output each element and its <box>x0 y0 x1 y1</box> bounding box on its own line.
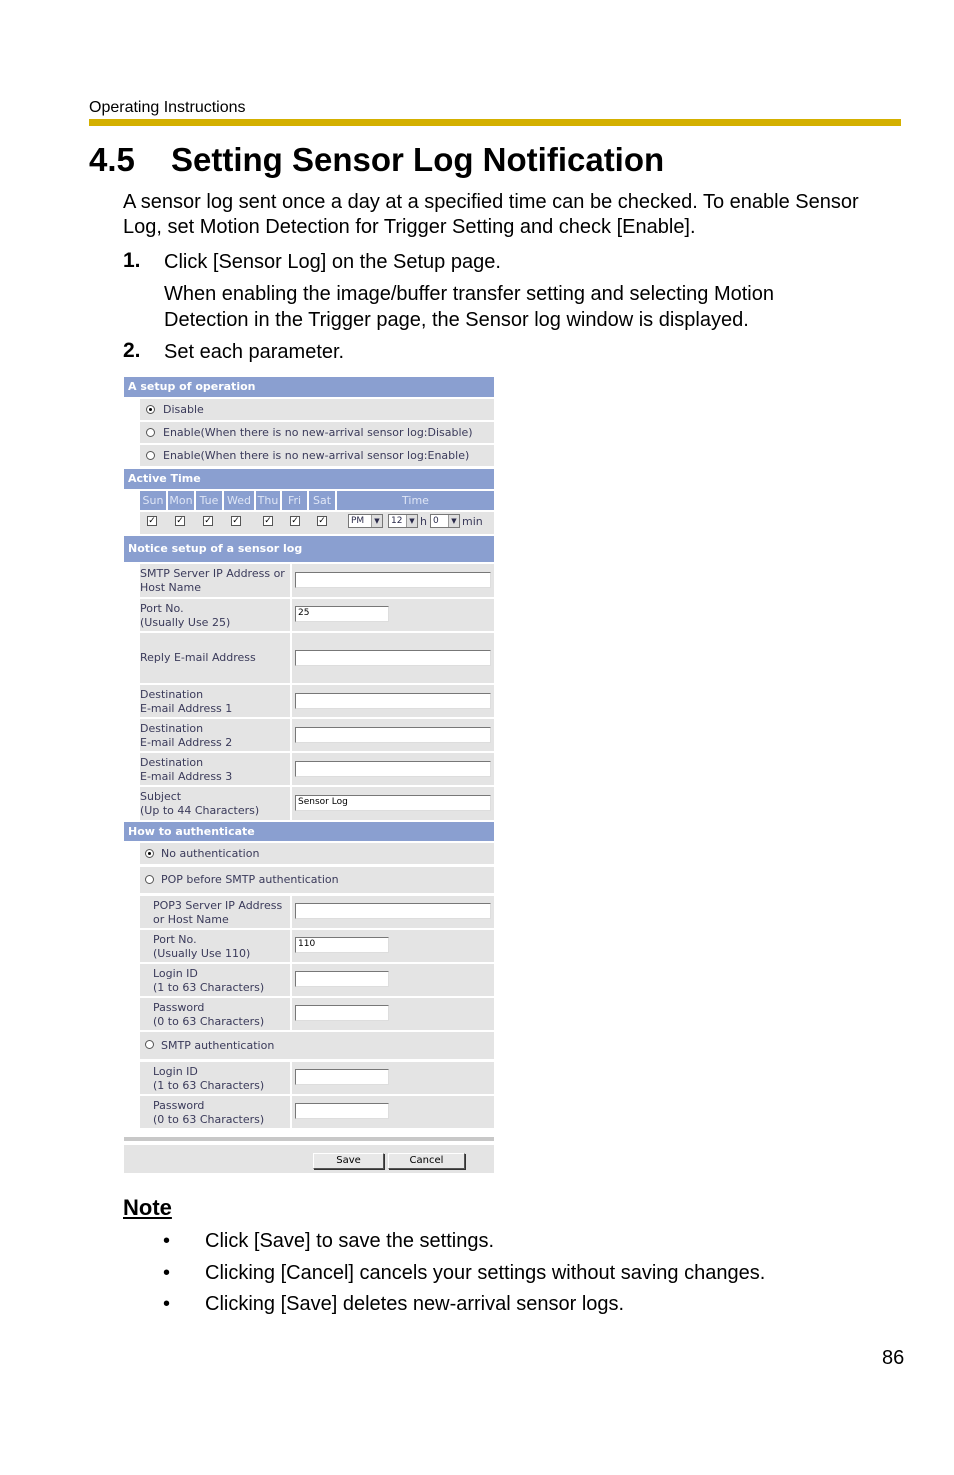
smtp-login-input[interactable] <box>295 1069 389 1085</box>
pop-auth-row[interactable] <box>140 867 494 893</box>
subject-label-1: Subject <box>140 790 182 803</box>
intro-line-2: Log, set Motion Detection for Trigger Setting and check [Enable]. <box>123 216 696 238</box>
minute-unit: min <box>462 515 483 528</box>
section-title-text: Setting Sensor Log Notification <box>171 141 665 178</box>
notice-header: Notice setup of a sensor log <box>124 536 494 562</box>
note-item-1: Click [Save] to save the settings. <box>205 1230 495 1252</box>
day-thu: Thu <box>256 491 280 510</box>
dest-email-3-label-1: Destination <box>140 756 204 769</box>
day-wed: Wed <box>224 491 254 510</box>
port-input[interactable]: 25 <box>295 606 389 622</box>
subject-input[interactable]: Sensor Log <box>295 795 491 811</box>
pop3-port-input[interactable]: 110 <box>295 937 389 953</box>
port-label-cell <box>140 599 290 631</box>
radio-enable-disable[interactable] <box>146 428 155 437</box>
day-sat: Sat <box>309 491 335 510</box>
pop-password-label-1: Password <box>153 1001 205 1014</box>
hour-value: 12 <box>391 516 403 526</box>
step-1-detail-2: Detection in the Trigger page, the Sensor log window is displayed. <box>164 309 749 331</box>
checkbox-fri[interactable]: ✓ <box>291 516 299 526</box>
subject-label-cell <box>140 787 290 820</box>
active-time-header: Active Time <box>124 469 494 489</box>
reply-email-label-cell <box>140 633 290 683</box>
smtp-server-label-1: SMTP Server IP Address or <box>140 567 285 580</box>
minute-value: 0 <box>433 516 439 526</box>
minute-select[interactable] <box>430 514 460 528</box>
smtp-server-label-cell <box>140 564 290 597</box>
port-label-2: (Usually Use 25) <box>140 616 231 629</box>
pop3-server-label-2: or Host Name <box>153 913 229 926</box>
operation-option-enable-enable-row[interactable] <box>140 445 494 466</box>
bullet-3: • <box>163 1293 171 1315</box>
dest-email-3-label-cell <box>140 753 290 785</box>
cancel-button[interactable]: Cancel <box>388 1153 465 1169</box>
no-auth-row[interactable] <box>140 843 494 864</box>
step-1-number: 1. <box>123 249 141 272</box>
day-sun: Sun <box>140 491 166 510</box>
hour-unit: h <box>420 515 427 528</box>
pop3-server-label-cell <box>140 896 290 928</box>
dest-email-2-label-cell <box>140 719 290 751</box>
section-title <box>89 141 664 179</box>
pop-login-input[interactable] <box>295 971 389 987</box>
chevron-down-icon: ▼ <box>406 515 417 527</box>
chevron-down-icon: ▼ <box>371 515 382 527</box>
header-rule <box>89 119 901 126</box>
smtp-password-input[interactable] <box>295 1103 389 1119</box>
checkbox-mon[interactable]: ✓ <box>176 516 184 526</box>
sensor-log-settings-screenshot <box>124 377 494 1173</box>
port-label-1: Port No. <box>140 602 184 615</box>
pop3-port-label-1: Port No. <box>153 933 197 946</box>
dest-email-2-input[interactable] <box>295 727 491 743</box>
auth-header: How to authenticate <box>124 822 494 841</box>
radio-no-auth[interactable] <box>145 849 154 858</box>
option-enable-enable-label: Enable(When there is no new-arrival sensor log:Enable) <box>163 449 470 462</box>
bullet-2: • <box>163 1262 171 1284</box>
operation-option-disable-row[interactable] <box>140 399 494 420</box>
page-number: 86 <box>882 1347 905 1369</box>
pop3-server-label-1: POP3 Server IP Address <box>153 899 283 912</box>
operation-header: A setup of operation <box>124 377 494 397</box>
dest-email-2-label-2: E-mail Address 2 <box>140 736 233 749</box>
save-button[interactable]: Save <box>313 1153 384 1169</box>
smtp-auth-label: SMTP authentication <box>161 1039 275 1052</box>
smtp-login-label-cell <box>140 1062 290 1094</box>
reply-email-input[interactable] <box>295 650 491 666</box>
pop-login-label-2: (1 to 63 Characters) <box>153 981 265 994</box>
ampm-value: PM <box>351 516 365 526</box>
radio-enable-enable[interactable] <box>146 451 155 460</box>
step-2-number: 2. <box>123 339 141 362</box>
pop-login-label-1: Login ID <box>153 967 198 980</box>
smtp-server-label-2: Host Name <box>140 581 201 594</box>
pop-password-label-2: (0 to 63 Characters) <box>153 1015 265 1028</box>
dest-email-1-input[interactable] <box>295 693 491 709</box>
dest-email-1-label-1: Destination <box>140 688 204 701</box>
pop3-port-label-cell <box>140 930 290 962</box>
radio-disable[interactable] <box>146 405 155 414</box>
radio-pop-auth[interactable] <box>145 875 154 884</box>
pop-login-label-cell <box>140 964 290 996</box>
pop-password-input[interactable] <box>295 1005 389 1021</box>
dest-email-1-label-2: E-mail Address 1 <box>140 702 233 715</box>
pop3-port-label-2: (Usually Use 110) <box>153 947 251 960</box>
dest-email-1-label-cell <box>140 685 290 717</box>
checkbox-thu[interactable]: ✓ <box>264 516 272 526</box>
pop-auth-label: POP before SMTP authentication <box>161 873 339 886</box>
smtp-password-label-1: Password <box>153 1099 205 1112</box>
option-disable-label: Disable <box>163 403 204 416</box>
section-number: 4.5 <box>89 141 135 178</box>
day-fri: Fri <box>282 491 307 510</box>
footer-divider <box>124 1137 494 1141</box>
hour-select[interactable] <box>388 514 418 528</box>
pop3-server-input[interactable] <box>295 903 491 919</box>
radio-smtp-auth[interactable] <box>145 1040 154 1049</box>
pop-password-label-cell <box>140 998 290 1030</box>
time-column-header: Time <box>337 491 494 510</box>
smtp-server-input[interactable] <box>295 572 491 588</box>
intro-line-1: A sensor log sent once a day at a specified time can be checked. To enable Sensor <box>123 191 859 213</box>
smtp-password-label-2: (0 to 63 Characters) <box>153 1113 265 1126</box>
subject-label-2: (Up to 44 Characters) <box>140 804 260 817</box>
option-enable-disable-label: Enable(When there is no new-arrival sensor log:Disable) <box>163 426 473 439</box>
note-title: Note <box>123 1195 172 1220</box>
checkbox-sat[interactable]: ✓ <box>318 516 326 526</box>
step-2-text: Set each parameter. <box>164 341 345 363</box>
ampm-select[interactable] <box>348 514 383 528</box>
note-item-2: Clicking [Cancel] cancels your settings without saving changes. <box>205 1262 766 1284</box>
reply-email-label: Reply E-mail Address <box>140 651 256 664</box>
operation-option-enable-disable-row[interactable] <box>140 422 494 443</box>
checkbox-tue[interactable]: ✓ <box>204 516 212 526</box>
chevron-down-icon: ▼ <box>448 515 459 527</box>
smtp-login-label-1: Login ID <box>153 1065 198 1078</box>
step-1-detail-1: When enabling the image/buffer transfer setting and selecting Motion <box>164 283 774 305</box>
dest-email-3-label-2: E-mail Address 3 <box>140 770 233 783</box>
day-tue: Tue <box>196 491 222 510</box>
smtp-auth-row[interactable] <box>140 1032 494 1059</box>
smtp-password-label-cell <box>140 1096 290 1128</box>
bullet-1: • <box>163 1230 171 1252</box>
checkbox-sun[interactable]: ✓ <box>148 516 156 526</box>
day-mon: Mon <box>168 491 194 510</box>
smtp-login-label-2: (1 to 63 Characters) <box>153 1079 265 1092</box>
note-item-3: Clicking [Save] deletes new-arrival sensor logs. <box>205 1293 625 1315</box>
checkbox-wed[interactable]: ✓ <box>232 516 240 526</box>
no-auth-label: No authentication <box>161 847 260 860</box>
dest-email-3-input[interactable] <box>295 761 491 777</box>
dest-email-2-label-1: Destination <box>140 722 204 735</box>
step-1-text: Click [Sensor Log] on the Setup page. <box>164 251 501 273</box>
running-head: Operating Instructions <box>89 99 246 116</box>
